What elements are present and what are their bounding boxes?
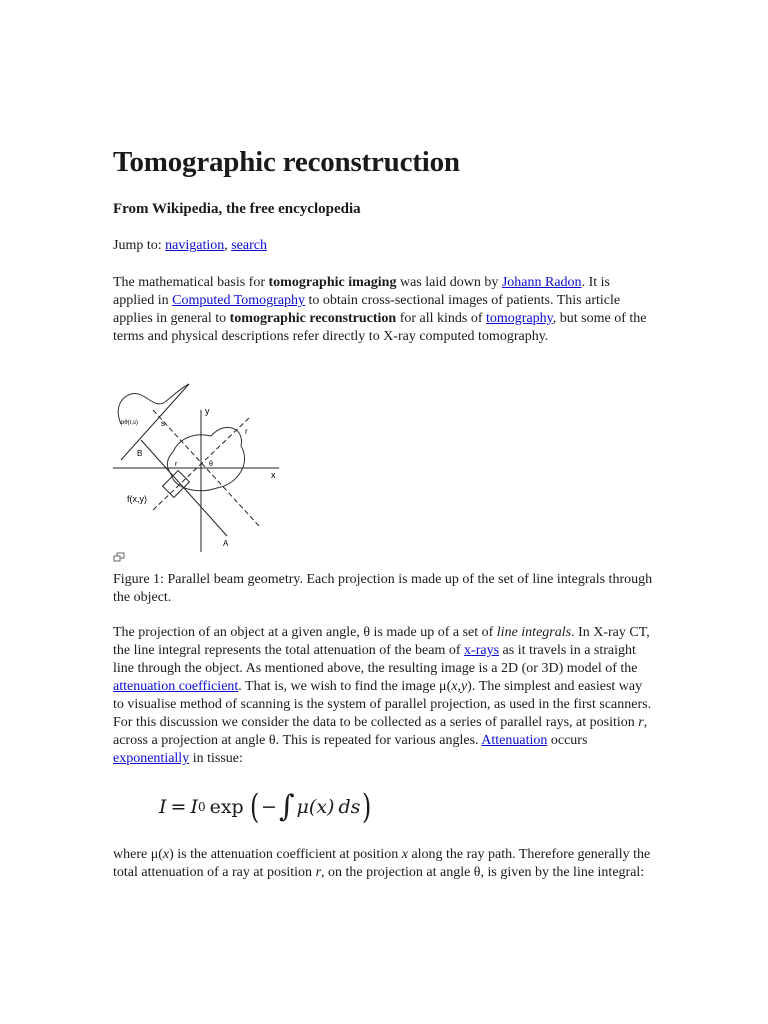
formula-integral: ∫ <box>278 789 295 824</box>
inline-link[interactable]: Computed Tomography <box>172 293 306 308</box>
object-outline-upper <box>118 384 189 424</box>
text-run: , on the projection at angle θ, is given by the line integral: <box>321 865 645 880</box>
jump-to-links <box>113 238 267 254</box>
bold-term: tomographic imaging <box>268 275 397 290</box>
label-y: y <box>205 406 210 416</box>
page-title: Tomographic reconstruction <box>113 146 460 178</box>
inline-link[interactable]: Johann Radon <box>501 275 582 290</box>
italic-term: r <box>638 715 644 730</box>
formula-minus: − <box>260 796 277 818</box>
italic-term: x <box>401 847 408 862</box>
label-fxy: f(x,y) <box>127 494 147 504</box>
label-s: s <box>161 419 165 428</box>
text-run: . That is, we wish to find the image μ( <box>238 679 452 694</box>
italic-term: x <box>162 847 170 862</box>
jump-separator: , <box>224 238 232 253</box>
italic-term: y <box>460 679 468 694</box>
inline-link[interactable]: tomography <box>486 311 553 326</box>
formula-eq: = <box>170 796 187 818</box>
jump-prefix: Jump to: <box>113 238 166 253</box>
label-A: A <box>223 539 229 548</box>
projection-rect <box>163 471 190 498</box>
formula-exp: exp <box>209 796 244 818</box>
formula-ds: ds <box>338 796 361 818</box>
inline-link[interactable]: exponentially <box>113 751 190 766</box>
text-run: ) is the attenuation coefficient at position <box>169 847 402 862</box>
label-r-small: r <box>175 461 178 468</box>
formula-lhs: I <box>159 796 167 818</box>
text-run: in tissue: <box>189 751 243 766</box>
italic-term: line integrals <box>496 625 572 640</box>
formula-mu: μ <box>296 796 309 818</box>
text-run: along the ray path. Therefore generally the total attenuation of a ray at position <box>113 847 651 880</box>
text-run: The projection of an object at a given angle, θ is made up of a set of <box>113 625 497 640</box>
text-run: was laid down by <box>396 275 502 290</box>
text-run: The mathematical basis for <box>113 275 269 290</box>
text-run: , <box>457 679 461 694</box>
magnify-clip-icon[interactable] <box>113 552 125 562</box>
label-B: B <box>137 449 143 458</box>
text-run: . In X-ray CT, the line integral represents the total attenuation of the beam of <box>113 625 650 658</box>
inline-link[interactable]: x-rays <box>464 643 500 658</box>
label-theta: θ <box>209 461 213 468</box>
inline-link[interactable]: attenuation coefficient <box>113 679 239 694</box>
label-r: r <box>245 427 248 436</box>
label-x: x <box>271 470 276 480</box>
intro-paragraph <box>113 274 653 346</box>
inline-link[interactable]: Attenuation <box>481 733 548 748</box>
attenuation-formula <box>159 787 374 827</box>
formula-close-paren: ) <box>362 787 372 827</box>
text-run: . It is applied in <box>113 275 610 308</box>
italic-term: r <box>315 865 322 880</box>
figure-caption: Figure 1: Parallel beam geometry. Each projection is made up of the set of line integrals through the object. <box>113 572 653 605</box>
page-subtitle: From Wikipedia, the free encyclopedia <box>113 201 361 217</box>
text-run: , across a projection at angle θ. This is repeated for various angles. <box>113 715 648 748</box>
formula-arg: (x) <box>308 796 335 818</box>
text-run: where μ( <box>113 847 163 862</box>
attenuation-paragraph <box>113 846 653 882</box>
formula-open-paren: ( <box>249 787 259 827</box>
text-run: for all kinds of <box>396 311 487 326</box>
parallel-beam-geometry-figure[interactable] <box>113 380 283 558</box>
text-run: to obtain cross-sectional images of patients. This article applies in general to <box>113 293 621 326</box>
search-link[interactable]: search <box>231 238 267 253</box>
formula-sub0: 0 <box>197 800 206 814</box>
text-run: , but some of the terms and physical descriptions refer directly to X-ray computed tomography. <box>113 311 647 344</box>
text-run: ). The simplest and easiest way to visualise method of scanning is the system of parallel projection, as used in the first scanners. For this discussion we consider the data to be collected as a series of parallel rays, at position <box>113 679 652 730</box>
label-p: pθ(r,s) <box>121 420 139 426</box>
projection-paragraph <box>113 624 653 768</box>
bold-term: tomographic reconstruction <box>229 311 397 326</box>
text-run: as it travels in a straight line through the object. As mentioned above, the resulting image is a 2D (or 3D) model of the <box>113 643 638 676</box>
italic-term: x <box>451 679 458 694</box>
formula-i0: I <box>190 796 198 818</box>
navigation-link[interactable]: navigation <box>165 238 225 253</box>
text-run: occurs <box>547 733 588 748</box>
